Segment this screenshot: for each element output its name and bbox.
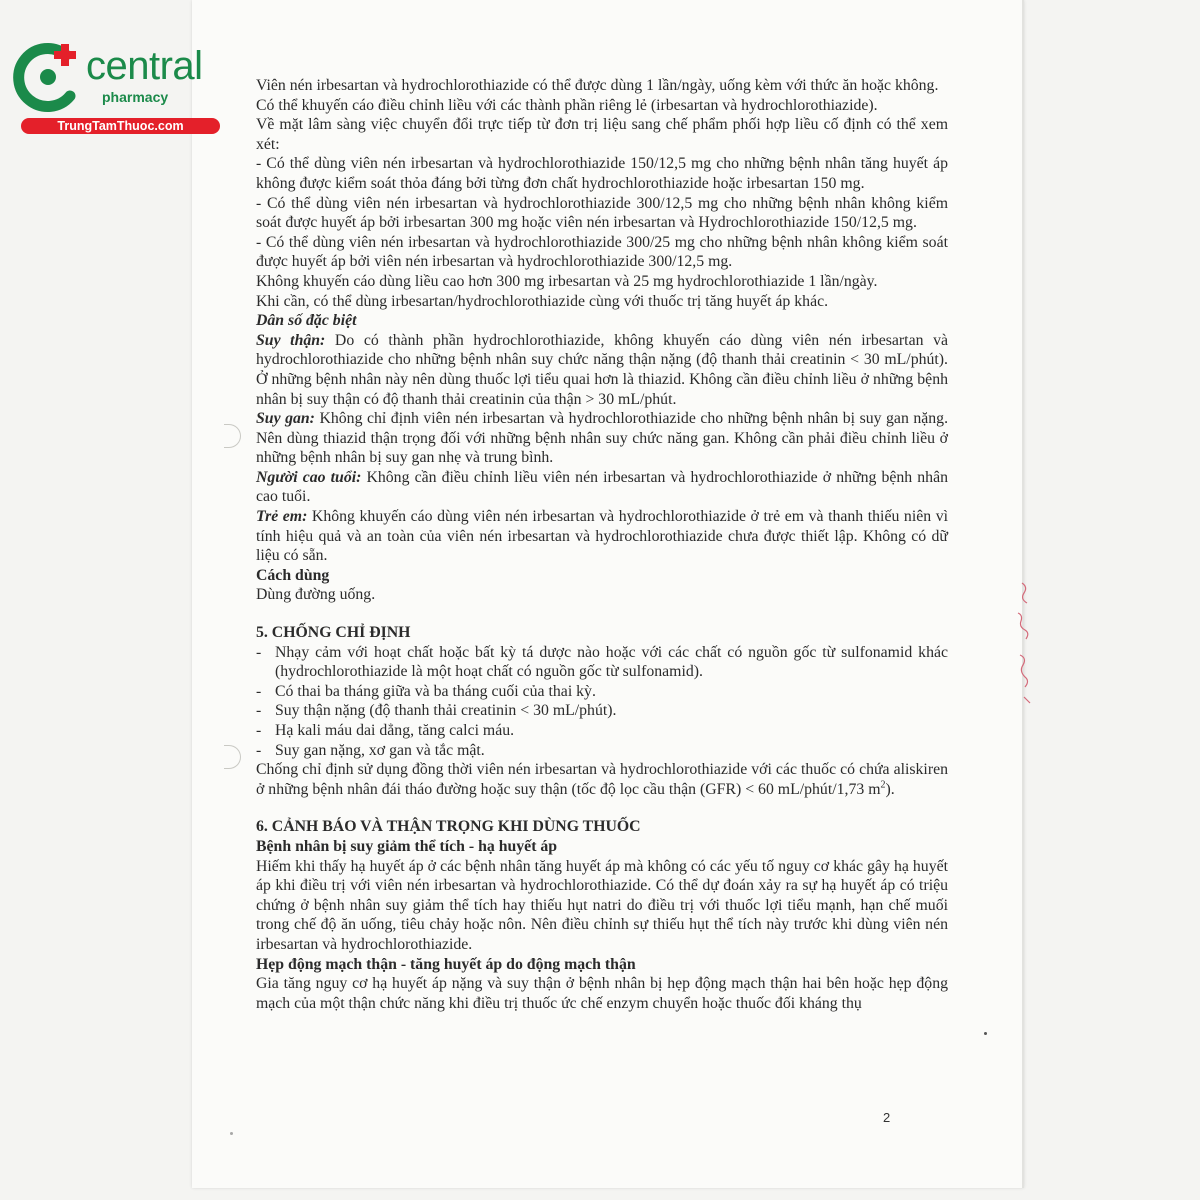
text-renal: Do có thành phần hydrochlorothiazide, không khuyến cáo dùng viên nén irbesartan và hydrochlorothiazide cho những bệnh nhân suy chức năng thận nặng (độ thanh thải creatinin < 30 mL/phút). Ở những bệnh nhân này nên dùng thuốc lợi tiểu quai hơn là thiazid. Không cần điều chỉnh liều ở những bệnh nhân bị suy thận có độ thanh thải creatinin của thận > 30 mL/phút. xyxy=(256,331,948,408)
page-number: 2 xyxy=(883,1110,891,1125)
list-item: - Có thai ba tháng giữa và ba tháng cuối của thai kỳ. xyxy=(256,682,596,700)
label-elderly: Người cao tuổi: xyxy=(256,468,362,486)
document-body xyxy=(256,76,948,1013)
paragraph: - Có thể dùng viên nén irbesartan và hydrochlorothiazide 300/25 mg cho những bệnh nhân không kiểm soát được huyết áp bởi viên nén irbesartan và hydrochlorothiazide 300/12,5 mg. xyxy=(256,233,948,271)
logo-url-badge: TrungTamThuoc.com xyxy=(21,118,220,134)
logo-name: central xyxy=(86,44,203,88)
text-elderly: Không cần điều chỉnh liều viên nén irbesartan và hydrochlorothiazide ở những bệnh nhân cao tuổi. xyxy=(256,468,948,506)
list-item: - Nhạy cảm với hoạt chất hoặc bất kỳ tá dược nào hoặc với các chất có nguồn gốc từ sulfonamid khác (hydrochlorothiazide là một hoạt chất có nguồn gốc từ sulfonamid). xyxy=(256,643,948,681)
logo-subtitle: pharmacy xyxy=(102,89,169,105)
subheading-special-population: Dân số đặc biệt xyxy=(256,312,357,330)
label-hepatic: Suy gan: xyxy=(256,410,315,428)
paragraph: Có thể khuyến cáo điều chỉnh liều với các thành phần riêng lẻ (irbesartan và hydrochlorothiazide). xyxy=(256,96,878,114)
list-item: - Hạ kali máu dai dẳng, tăng calci máu. xyxy=(256,722,515,739)
text-children: Không khuyến cáo dùng viên nén irbesartan và hydrochlorothiazide ở trẻ em và thanh thiếu niên vì tính hiệu quả và an toàn của viên nén irbesartan và hydrochlorothiazide chưa được thiết lập. Không có dữ liệu có sẵn. xyxy=(256,508,948,565)
paragraph-children xyxy=(256,507,948,566)
list-dash: - xyxy=(256,741,262,759)
subheading-renal-artery-stenosis: Hẹp động mạch thận - tăng huyết áp do động mạch thận xyxy=(256,955,636,973)
paragraph: Về mặt lâm sàng việc chuyển đổi trực tiếp từ đơn trị liệu sang chế phẩm phối hợp liều cố định có thể xem xét: xyxy=(256,116,948,153)
paragraph-aliskiren: Chống chỉ định sử dụng đồng thời viên nén irbesartan và hydrochlorothiazide với các thuốc có chứa aliskiren ở những bệnh nhân đái tháo đường hoặc suy thận (tốc độ lọc cầu thận (GFR) < 60 mL/phút/1,73 $m^2$). xyxy=(256,761,948,798)
paragraph-volume-depletion: Hiếm khi thấy hạ huyết áp ở các bệnh nhân tăng huyết áp mà không có các yếu tố nguy cơ khác gây hạ huyết áp khi điều trị với viên nén irbesartan và hydrochlorothiazide. Có thể dự đoán xảy ra sự hạ huyết áp có triệu chứng ở bệnh nhân suy giảm thể tích hay thiếu hụt natri do điều trị với thuốc lợi tiểu mạnh, hạn chế muối trong chế độ ăn uống, tiêu chảy hoặc nôn. Nên điều chỉnh sự thiếu hụt thể tích này trước khi dùng viên nén irbesartan và hydrochlorothiazide. xyxy=(256,857,948,953)
text-hepatic: Không chỉ định viên nén irbesartan và hydrochlorothiazide cho những bệnh nhân bị suy gan nặng. Nên dùng thiazid thận trọng đối với những bệnh nhân suy chức năng gan. Không cần phải điều chỉnh liều ở những bệnh nhân bị suy gan nhẹ và trung bình. xyxy=(256,410,949,467)
section-heading-contraindications: 5. CHỐNG CHỈ ĐỊNH xyxy=(256,624,411,642)
paragraph-usage: Dùng đường uống. xyxy=(256,586,376,604)
list-dash: - xyxy=(256,682,262,700)
list-item: - Suy thận nặng (độ thanh thải creatinin < 30 mL/phút). xyxy=(256,702,617,720)
scan-speck xyxy=(230,1132,233,1135)
label-renal: Suy thận: xyxy=(256,331,326,349)
list-item: - Suy gan nặng, xơ gan và tắc mật. xyxy=(256,741,485,759)
margin-stamp-mark xyxy=(1010,575,1040,715)
paragraph-renal-artery-stenosis: Gia tăng nguy cơ hạ huyết áp nặng và suy thận ở bệnh nhân bị hẹp động mạch thận hai bên hoặc hẹp động mạch của một thận chức năng khi điều trị thuốc ức chế enzym chuyển hoặc thuốc đối kháng thụ xyxy=(256,975,948,1012)
contraindication-list xyxy=(256,643,948,761)
pharmacy-cross-logo-icon xyxy=(10,38,88,116)
list-dash: - xyxy=(256,702,262,720)
subheading-usage: Cách dùng xyxy=(256,566,330,584)
paragraph-elderly xyxy=(256,468,948,507)
list-dash: - xyxy=(256,643,262,661)
scan-speck xyxy=(984,1032,987,1035)
list-dash: - xyxy=(256,722,262,739)
central-pharmacy-logo[interactable] xyxy=(10,38,215,138)
paragraph-renal xyxy=(256,331,948,409)
subheading-volume-depletion: Bệnh nhân bị suy giảm thể tích - hạ huyết áp xyxy=(256,837,558,855)
paragraph: - Có thể dùng viên nén irbesartan và hydrochlorothiazide 300/12,5 mg cho những bệnh nhân không kiểm soát được huyết áp bởi irbesartan 300 mg hoặc viên nén irbesartan và Hydrochlorothiazide 150/12,5 mg. xyxy=(256,194,948,232)
paragraph-hepatic xyxy=(256,409,948,468)
label-children: Trẻ em: xyxy=(256,508,308,526)
paragraph: Viên nén irbesartan và hydrochlorothiazide có thể được dùng 1 lần/ngày, uống kèm với thức ăn hoặc không. xyxy=(256,77,939,94)
paragraph: - Có thể dùng viên nén irbesartan và hydrochlorothiazide 150/12,5 mg cho những bệnh nhân tăng huyết áp không được kiểm soát thỏa đáng bởi từng đơn chất hydrochlorothiazide hoặc irbesartan 150 mg. xyxy=(256,155,948,192)
paragraph: Khi cần, có thể dùng irbesartan/hydrochlorothiazide cùng với thuốc trị tăng huyết áp khác. xyxy=(256,292,829,310)
section-heading-warnings: 6. CẢNH BÁO VÀ THẬN TRỌNG KHI DÙNG THUỐC xyxy=(256,818,641,836)
paragraph: Không khuyến cáo dùng liều cao hơn 300 mg irbesartan và 25 mg hydrochlorothiazide 1 lần/ngày. xyxy=(256,272,878,290)
